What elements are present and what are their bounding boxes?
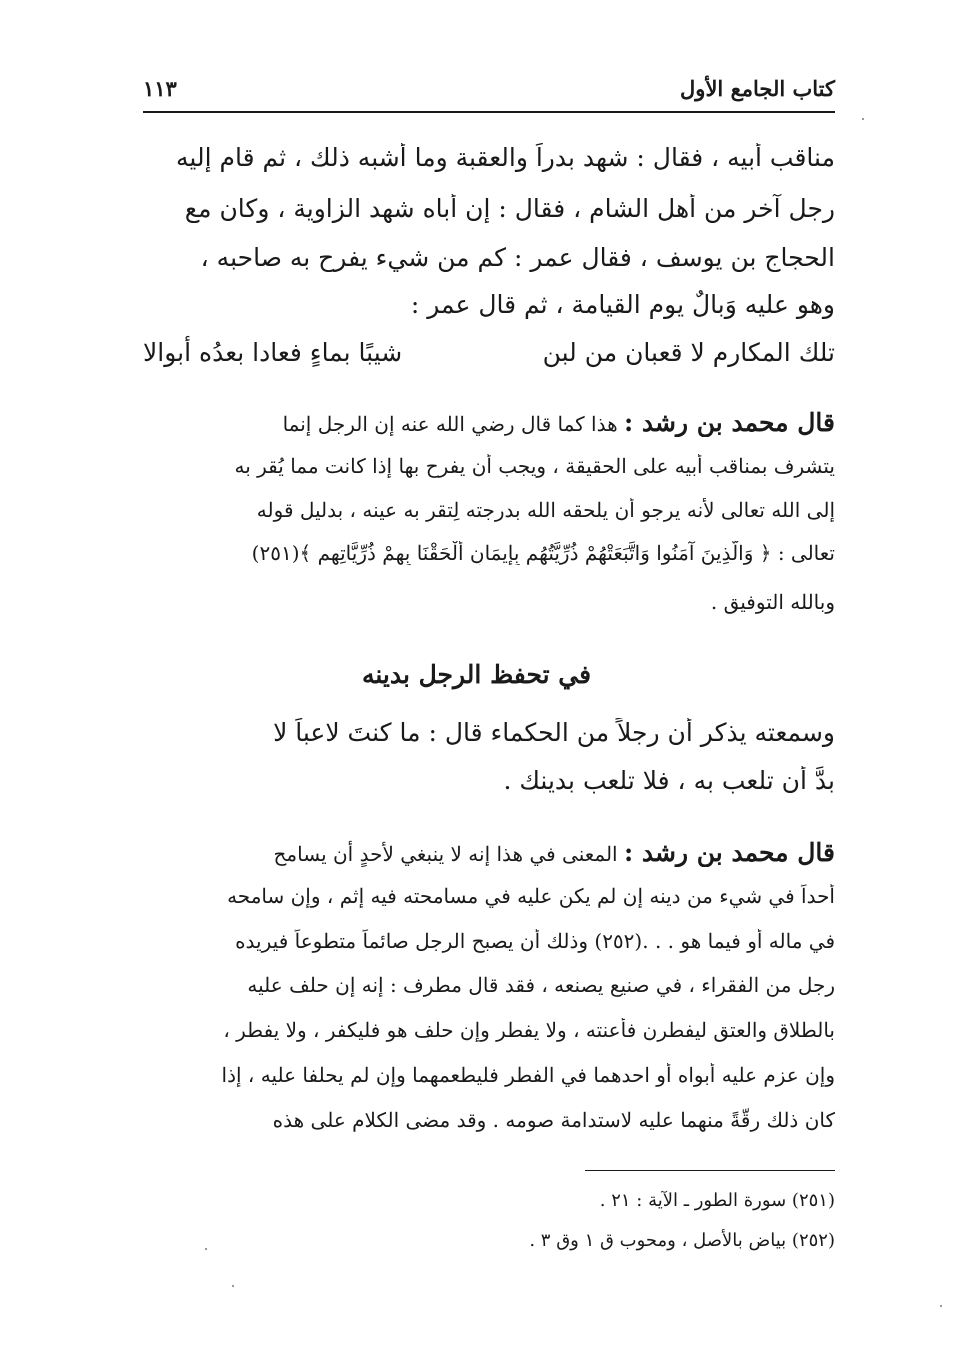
commentary-text: المعنى في هذا إنه لا ينبغي لأحدٍ أن يسامح: [273, 842, 618, 866]
scan-speck: [232, 1285, 234, 1287]
footnote: (٢٥٢) بياض بالأصل ، ومحوب ق ١ وق ٣ .: [529, 1230, 835, 1251]
page-number: ١١٣: [143, 76, 177, 101]
text-line: مناقب أبيه ، فقال : شهد بدراً والعقبة وما أشبه ذلك ، ثم قام إليه: [176, 143, 835, 172]
quran-verse-line: تعالى : ﴿ وَالَّذِينَ آمَنُوا وَاتَّبَعَتْهُمْ ذُرِّيَّتُهُم بِإِيمَانٍ أَلْحَقْنَا بِهِمْ ذُرِّيَّاتِهِم ﴾(٢٥١): [251, 541, 835, 565]
commentary-line: يتشرف بمناقب أبيه على الحقيقة ، ويجب أن يفرح بها إذا كانت مما يُقر به: [234, 454, 835, 478]
text-line: وسمعته يذكر أن رجلاً من الحكماء قال : ما كنتَ لاعباً لا: [273, 718, 835, 747]
text-line: رجل آخر من أهل الشام ، فقال : إن أباه شهد الزاوية ، وكان مع: [184, 194, 835, 223]
footnote-rule: [585, 1170, 835, 1171]
commentary-text: هذا كما قال رضي الله عنه إن الرجل إنما: [282, 412, 618, 436]
commentary-line: بالطلاق والعتق ليفطرن فأعنته ، ولا يفطر وإن حلف هو فليكفر ، ولا يفطر ،: [223, 1018, 835, 1042]
verse-first-hemistich: تلك المكارم لا قعبان من لبن: [542, 338, 835, 367]
commentary-speaker: قال محمد بن رشد :: [623, 838, 835, 867]
text-line: بدَّ أن تلعب به ، فلا تلعب بدينك .: [503, 766, 835, 795]
commentary-line: إلى الله تعالى لأنه يرجو أن يلحقه الله بدرجته لِتقر به عينه ، بدليل قوله: [256, 498, 835, 522]
scan-speck: [940, 1305, 942, 1307]
commentary-line: وإن عزم عليه أبواه أو احدهما في الفطر فليطعمهما وإن لم يحلفا عليه ، إذا: [221, 1063, 835, 1087]
scan-speck: [205, 1248, 207, 1250]
commentary-line: [143, 838, 835, 867]
text-line: وهو عليه وَبالٌ يوم القيامة ، ثم قال عمر :: [410, 290, 835, 319]
running-head: [143, 74, 835, 108]
commentary-line: كان ذلك رِقَّةً منهما عليه لاستدامة صومه . وقد مضى الكلام على هذه: [272, 1108, 835, 1132]
header-rule: [143, 111, 835, 113]
commentary-line: وبالله التوفيق .: [710, 590, 835, 614]
commentary-line: [143, 408, 835, 437]
text-line: الحجاج بن يوسف ، فقال عمر : كم من شيء يفرح به صاحبه ،: [200, 243, 835, 272]
commentary-line: رجل من الفقراء ، في صنيع يصنعه ، فقد قال مطرف : إنه إن حلف عليه: [247, 973, 835, 997]
commentary-line: في ماله أو فيما هو . . .(٢٥٢) وذلك أن يصبح الرجل صائماً متطوعاً فيريده: [235, 929, 835, 953]
section-heading: في تحفظ الرجل بدينه: [361, 660, 592, 689]
book-title: كتاب الجامع الأول: [680, 76, 835, 101]
commentary-line: أحداً في شيء من دينه إن لم يكن عليه في مسامحته فيه إثم ، وإن سامحه: [227, 884, 835, 908]
commentary-speaker: قال محمد بن رشد :: [623, 408, 835, 437]
verse-second-hemistich: شيبًا بماءٍ فعادا بعدُه أبوالا: [143, 338, 403, 367]
scan-speck: [862, 118, 864, 120]
footnote: (٢٥١) سورة الطور ـ الآية : ٢١ .: [599, 1190, 835, 1211]
